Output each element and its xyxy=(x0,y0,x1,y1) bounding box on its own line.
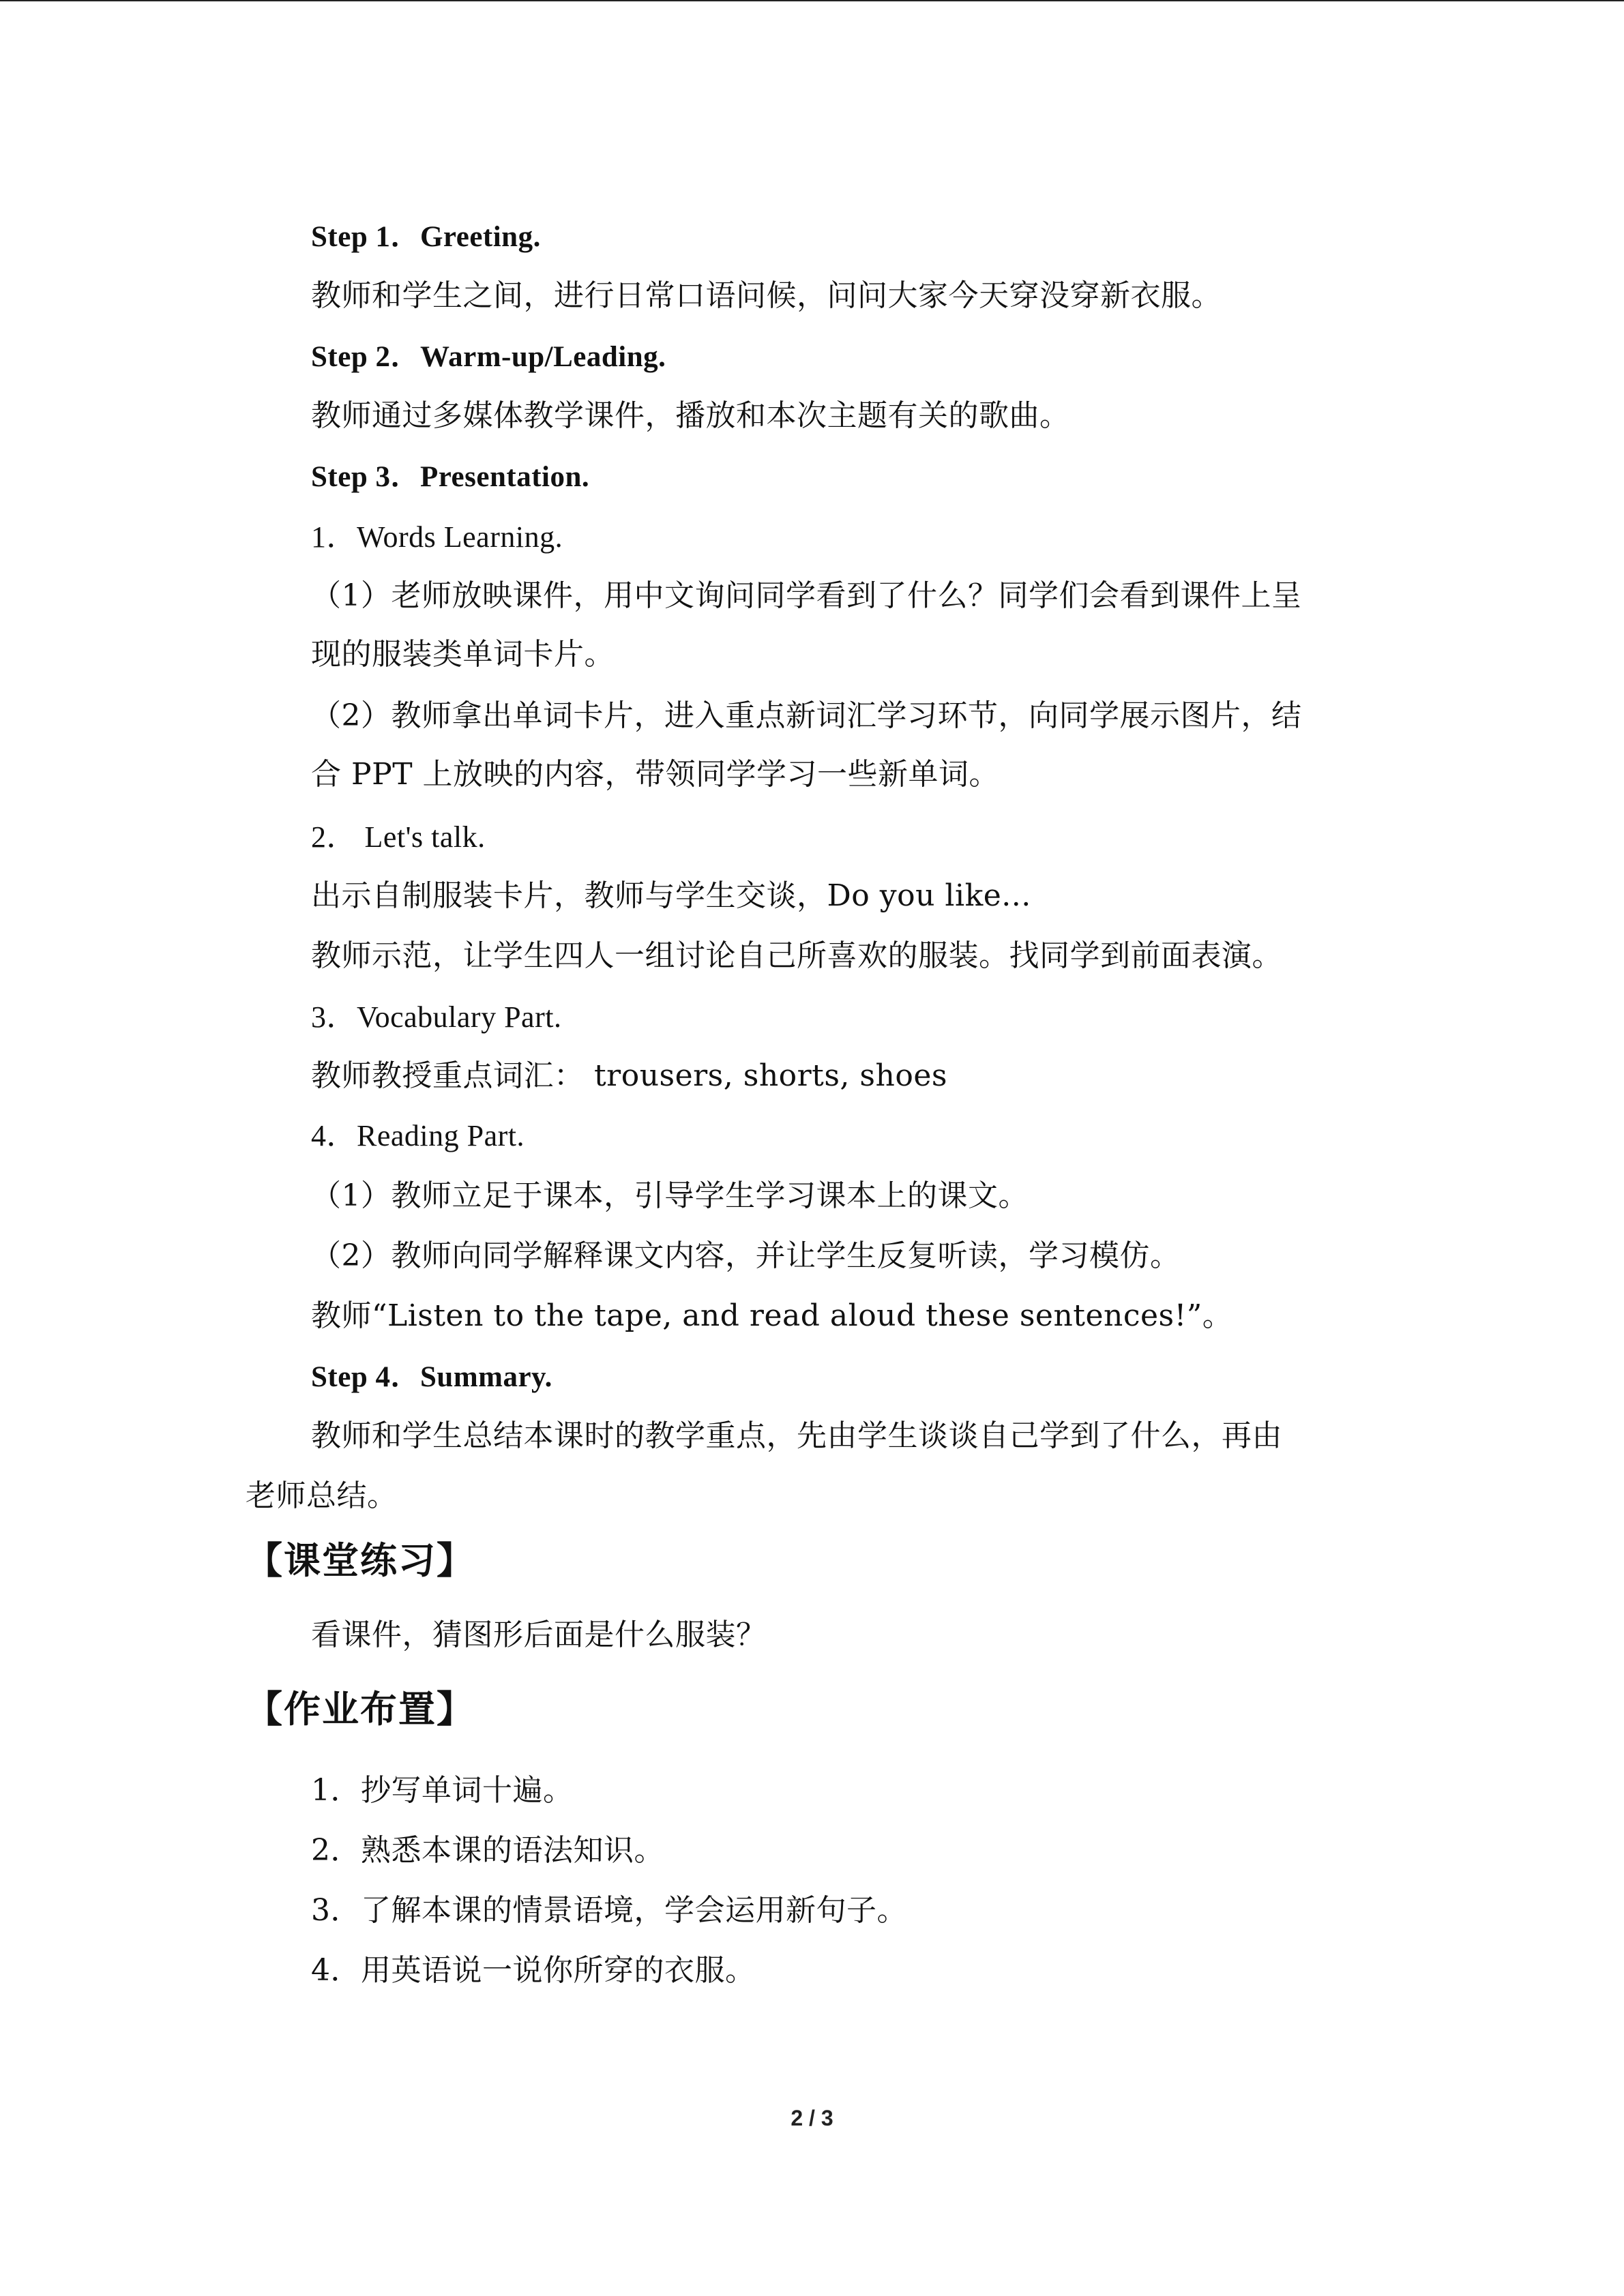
reading-line3: 教师“Listen to the tape, and read aloud these sentences!”。 xyxy=(311,1298,1233,1333)
step1-title: Step 1．Greeting. xyxy=(311,221,541,253)
page-number: 2 / 3 xyxy=(791,2106,833,2130)
step4-title: Step 4．Summary. xyxy=(311,1361,552,1393)
step4-line2: 老师总结。 xyxy=(246,1478,398,1513)
words-learning-item2-line1: （2）教师拿出单词卡片，进入重点新词汇学习环节，向同学展示图片，结 xyxy=(311,698,1302,733)
lets-talk-line2: 教师示范，让学生四人一组讨论自己所喜欢的服装。找同学到前面表演。 xyxy=(311,938,1282,973)
step2-text: 教师通过多媒体教学课件，播放和本次主题有关的歌曲。 xyxy=(311,398,1070,433)
step1-text: 教师和学生之间，进行日常口语问候，问问大家今天穿没穿新衣服。 xyxy=(311,278,1222,313)
classroom-practice-heading: 【课堂练习】 xyxy=(246,1539,475,1582)
homework-item: 3．了解本课的情景语境，学会运用新句子。 xyxy=(311,1893,907,1928)
vocabulary-heading: 3．Vocabulary Part. xyxy=(311,1000,562,1034)
lets-talk-heading: 2． Let's talk. xyxy=(311,820,486,854)
words-learning-item2-line2: 合 PPT 上放映的内容，带领同学学习一些新单词。 xyxy=(311,757,1000,792)
step3-title: Step 3．Presentation. xyxy=(311,461,590,493)
words-learning-item1-line1: （1）老师放映课件，用中文询问同学看到了什么？同学们会看到课件上呈 xyxy=(311,578,1302,613)
words-learning-heading: 1．Words Learning. xyxy=(311,520,563,554)
words-learning-item1-line2: 现的服装类单词卡片。 xyxy=(311,637,615,672)
reading-line2: （2）教师向同学解释课文内容，并让学生反复听读，学习模仿。 xyxy=(311,1238,1181,1273)
homework-item: 1．抄写单词十遍。 xyxy=(311,1773,574,1808)
reading-line1: （1）教师立足于课本，引导学生学习课本上的课文。 xyxy=(311,1178,1029,1213)
step2-title: Step 2．Warm-up/Leading. xyxy=(311,341,666,373)
step4-line1: 教师和学生总结本课时的教学重点，先由学生谈谈自己学到了什么，再由 xyxy=(311,1418,1282,1453)
homework-item: 2．熟悉本课的语法知识。 xyxy=(311,1833,664,1868)
reading-heading: 4．Reading Part. xyxy=(311,1119,525,1152)
homework-heading: 【作业布置】 xyxy=(246,1688,475,1731)
vocabulary-line1: 教师教授重点词汇： trousers, shorts, shoes xyxy=(311,1058,947,1093)
homework-item: 4．用英语说一说你所穿的衣服。 xyxy=(311,1953,756,1988)
lets-talk-line1: 出示自制服装卡片，教师与学生交谈，Do you like... xyxy=(311,878,1031,913)
classroom-practice-text: 看课件，猜图形后面是什么服装？ xyxy=(311,1617,767,1652)
